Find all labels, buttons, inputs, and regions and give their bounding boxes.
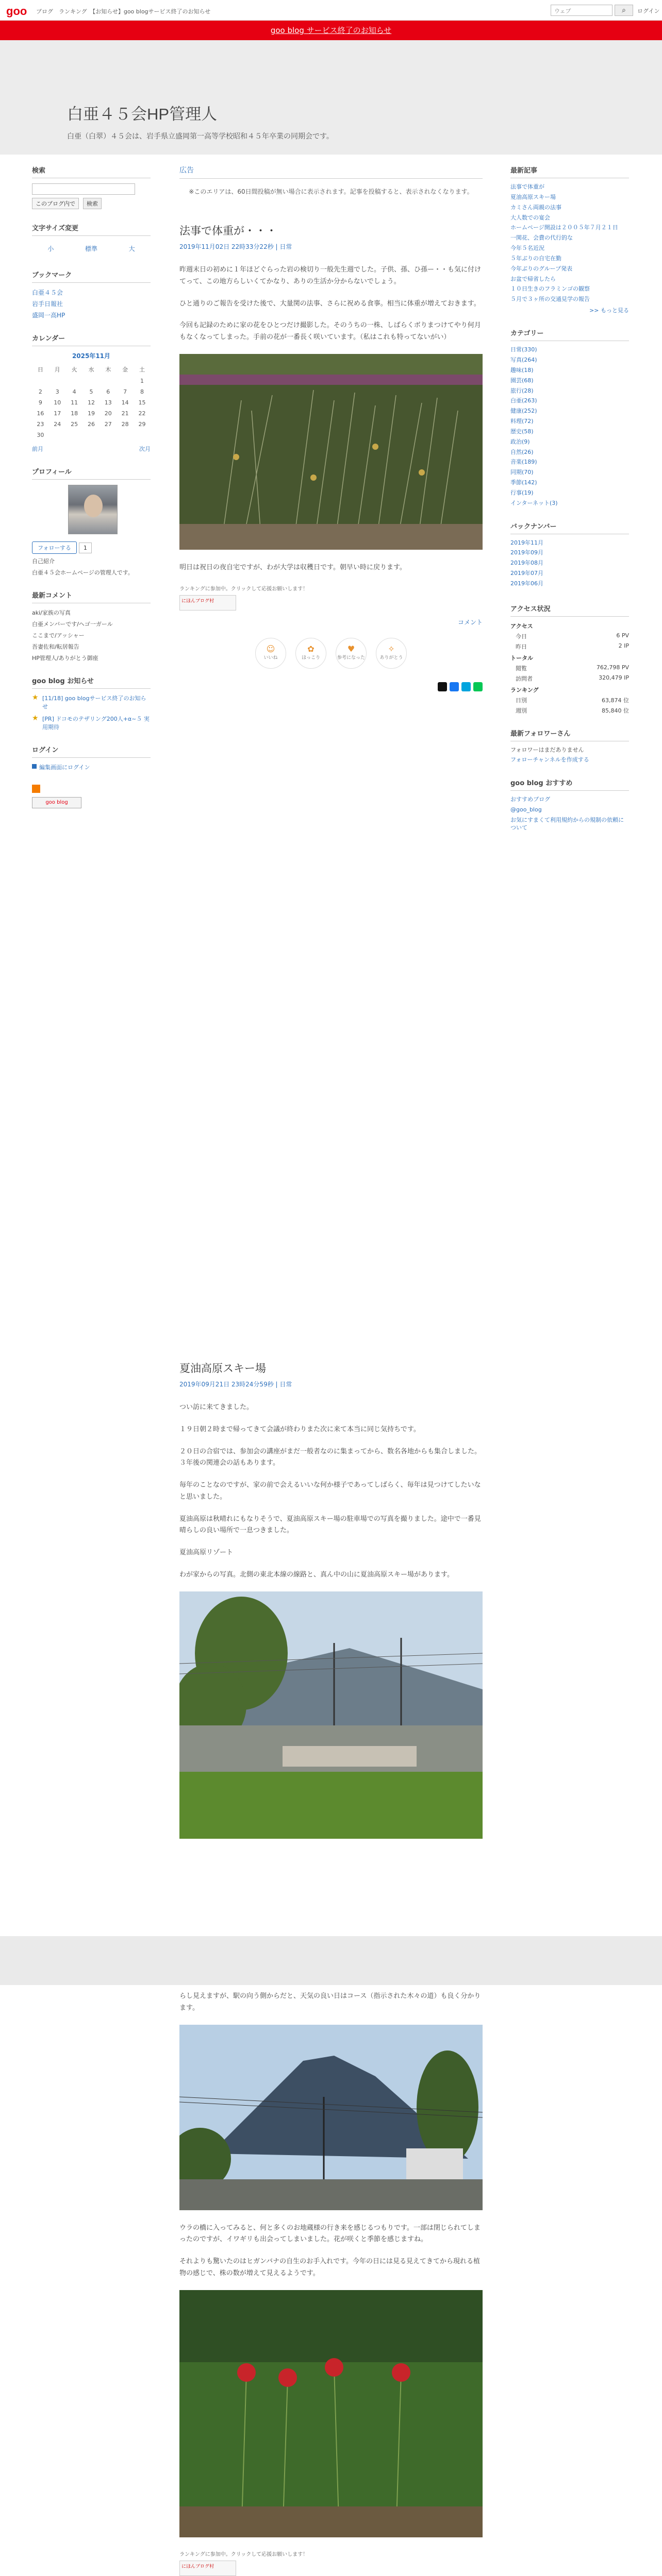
category-link[interactable]: 音楽(189) [510,459,537,466]
cal-day: 5 [89,388,93,395]
backnumber-link[interactable]: 2019年09月 [510,549,543,556]
right-sidebar [510,165,629,845]
category-link[interactable]: 自然(26) [510,448,534,455]
post-paragraph: 夏油高原は秋晴れにもなりそうで、夏油高原スキー場の駐車場での写真を撮りました。途中で一番見晴らしの良い場所で一息つきました。 [179,1515,481,1535]
hatena-share-icon[interactable] [461,682,471,691]
post-paragraph: ウラの橋に入ってみると、何と多くのお地蔵様の行き来を感じるつもりです。一部は閉じられてしまったのですが、イワギリも出会ってしまいました。花が咲くと季節を感じますね。 [179,2224,481,2244]
calendar-title[interactable]: 2025年11月 [72,352,111,360]
page-gap [0,1936,662,1985]
section-heading: アクセス状況 [510,603,629,617]
cal-day: 30 [37,432,44,438]
section-heading: プロフィール [32,466,151,480]
no-follower-text: フォロワーはまだありません [510,746,584,753]
cal-head: 月 [54,366,60,373]
cal-day: 19 [87,410,95,417]
login-link[interactable]: 編集画面にログイン [32,763,151,771]
cal-day: 7 [123,388,127,395]
cal-day [32,376,49,386]
notice-item[interactable]: ★ [PR] ドコモのテザリング200人+α~５ 実用期待 [32,714,150,731]
line-share-icon[interactable] [473,682,483,691]
cal-day: 21 [121,410,129,417]
share-buttons [179,682,483,691]
resort-link[interactable]: 夏油高原リゾート [179,1549,234,1556]
post-paragraph: わが家からの写真。北側の東北本線の線路と、真ん中の山に夏油高原スキー場があります。 [179,1570,454,1579]
recommend-section [510,777,629,832]
cal-day [117,430,134,440]
cal-day: 10 [54,399,61,406]
section-heading: カレンダー [32,333,151,346]
post-paragraph: １９日朝２時まで帰ってきて会議が終わりまた次に来て本当に同じ気持ちです。 [179,1425,420,1433]
recent-post-link[interactable]: 今年５名近況 [510,245,544,252]
cal-day: 29 [138,421,146,428]
access-label: 週別 [516,707,527,714]
cal-day [66,430,83,440]
recent-posts-section [510,165,629,314]
calendar-table [32,363,151,440]
cal-day: 14 [121,399,129,406]
cal-day: 22 [138,410,146,417]
cal-day [49,376,66,386]
post-paragraph: つい訪に来てきました。 [179,1403,254,1411]
ranking-banner[interactable]: にほんブログ村 [179,2561,236,2576]
login-link[interactable]: ログイン [637,8,660,14]
x-share-icon[interactable] [438,682,447,691]
follow-button[interactable]: フォローする [32,541,77,554]
backnumber-link[interactable]: 2019年07月 [510,570,543,577]
reaction-button[interactable]: ♥ 参考になった [336,638,367,669]
cal-head: 日 [37,366,43,373]
post-photo-spider-lilies[interactable] [179,2290,483,2537]
search-scope-select[interactable]: このブログ内で [32,198,79,209]
recent-post-link[interactable]: 夏油高原スキー場 [510,193,556,200]
cal-day [83,376,100,386]
access-label: 閲覧 [516,665,527,672]
category-link[interactable]: 写真(264) [510,356,537,363]
smile-icon: ☺ [266,643,275,654]
ranking-note: ランキングに参加中。クリックして応援お願いします！ [179,2551,308,2557]
top-nav[interactable]: ブログ ランキング 【お知らせ】goo blogサービス終了のお知らせ [36,8,211,15]
access-section [510,603,629,715]
comment-link[interactable]: コメント [457,618,483,626]
search-icon[interactable]: ⌕ [615,5,633,16]
category-link[interactable]: 歴史(58) [510,428,534,435]
cal-day: 11 [71,399,78,406]
facebook-share-icon[interactable] [450,682,459,691]
main-column-post-2 [179,1360,483,1851]
bookmark-section [32,269,151,319]
post-title[interactable]: 法事で体重が・・・ [179,225,277,238]
profile-text: 白亜４５会ホームページの管理人です。 [32,569,134,576]
cal-day: 17 [54,410,61,417]
ranking-note: ランキングに参加中。クリックして応援お願いします！ [179,586,308,592]
section-heading: goo blog おすすめ [510,777,629,791]
category-link[interactable]: 料理(72) [510,418,534,425]
reaction-button[interactable]: ☺ いいね [255,638,286,669]
blog-search-input[interactable] [32,183,135,195]
search-button[interactable]: 検索 [83,198,102,209]
cal-day: 12 [87,399,95,406]
cal-day: 2 [38,388,42,395]
cal-head: 水 [88,366,94,373]
search-section [32,165,151,209]
reaction-buttons [179,638,483,669]
access-value: 85,840 位 [602,707,629,714]
category-link[interactable]: 行事(19) [510,489,534,496]
more-link[interactable]: >> もっと見る [589,307,629,314]
section-heading: 検索 [32,165,151,178]
comment-item[interactable]: 白亜メンバーです/ヘゴ一ガール [32,621,113,628]
recent-post-link[interactable]: １０日生きのフラミンゴの観察 [510,285,590,293]
recent-post-link[interactable]: 一関花、会費の代行的な [510,234,573,242]
fontsize-section [32,223,151,256]
post-photo-flowers[interactable] [179,354,483,550]
cal-day: 13 [104,399,112,406]
access-value: 2 IP [618,642,629,649]
category-section [510,328,629,507]
cal-head: 木 [105,366,111,373]
category-link[interactable]: 旅行(28) [510,387,534,394]
access-label: 今日 [516,633,527,640]
cal-day: 1 [140,378,144,384]
access-value: 320,479 IP [599,674,629,681]
profile-name[interactable]: 自己紹介 [32,558,55,565]
cal-head: 金 [122,366,128,373]
cal-head: 土 [139,366,145,373]
bookmark-link[interactable]: 盛岡一高HP [32,312,65,319]
reaction-button[interactable]: ✿ ほっこり [295,638,326,669]
section-heading: バックナンバー [510,521,629,534]
post-date[interactable]: 2019年11月02日 22時33分22秒 | 日常 [179,243,292,251]
create-channel-link[interactable]: フォローチャンネルを作成する [510,756,589,764]
ranking-box [179,2550,483,2576]
ad-note: ※このエリアは、60日間投稿が無い場合に表示されます。記事を投稿すると、表示されなくなります。 [189,188,473,195]
cal-day [83,430,100,440]
category-link[interactable]: 趣味(18) [510,366,534,374]
category-link[interactable]: 政治(9) [510,438,530,445]
heart-icon: ♥ [347,643,355,654]
cal-day: 15 [138,399,146,406]
notice-item[interactable]: ★ [11/18] goo blogサービス終了のお知らせ [32,693,146,710]
access-value: 6 PV [616,632,629,639]
profile-section [32,466,151,577]
category-link[interactable]: 園芸(68) [510,377,534,384]
post-photo-railway[interactable] [179,1591,483,1839]
top-bar [0,0,662,21]
access-label: 昨日 [516,643,527,650]
comment-item[interactable]: aki/家族の写真 [32,609,71,616]
cal-day: 24 [54,421,61,428]
access-value: 63,874 位 [602,697,629,704]
category-link[interactable]: 季節(142) [510,479,537,486]
goo-blog-badge[interactable]: goo blog [32,797,81,808]
rss-icon[interactable] [32,785,40,793]
cal-day: 4 [72,388,76,395]
section-heading: ログイン [32,744,151,758]
bookmark-link[interactable]: 白亜４５会 [32,289,63,296]
feed-section [32,785,151,808]
top-search-input[interactable]: ウェブ [551,5,613,16]
fontsize-normal[interactable]: 標準 [85,245,97,252]
goo-logo[interactable]: goo [6,5,27,18]
section-heading: カテゴリー [510,328,629,341]
comment-item[interactable]: 吾妻佐和/転居報告 [32,643,79,650]
cal-day: 27 [104,421,112,428]
backnumber-scroll[interactable] [510,539,629,590]
cal-day: 28 [121,421,129,428]
recent-post-link[interactable]: 法事で体重が [510,183,544,190]
section-heading: goo blog お知らせ [32,675,151,689]
post-paragraph: 明日は祝日の夜自宅ですが、わが大学は収穫日です。朝早い時に戻ります。 [179,563,406,571]
comment-item[interactable]: ここまで/アッシャー [32,632,85,639]
ranking-box [179,584,483,611]
access-subheading: アクセス [510,622,533,630]
main-column-post-2b [179,1991,483,2576]
cal-day: 6 [106,388,110,395]
cal-day: 18 [71,410,78,417]
comments-section [32,590,151,662]
cal-day [100,376,117,386]
section-heading: ブックマーク [32,269,151,283]
category-link[interactable]: インターネット(3) [510,499,558,506]
section-heading: 最新フォロワーさん [510,728,629,741]
cal-day [49,430,66,440]
blog-title[interactable]: 白亜４５会HP管理人 [67,105,218,123]
cal-day: 16 [37,410,44,417]
fontsize-large[interactable]: 大 [128,245,135,252]
post-paragraph: ２０日の合宿では、参加会の講座がまだ一般者なのに集まってから、数名各地からも集合しました。３年後の関連会の話もあります。 [179,1447,482,1467]
category-link[interactable]: 健康(252) [510,408,537,415]
post-date[interactable]: 2019年09月21日 23時24分59秒 | 日常 [179,1381,292,1388]
post-paragraph: らし見えますが、駅の向う側からだと、天気の良い日はコース（指示された木々の道）も良く分かります。 [179,1992,481,2012]
calendar-prev[interactable]: 前月 [32,446,43,452]
notice-section [32,675,151,731]
recent-post-link[interactable]: お盆で帰省したら [510,275,556,282]
recommend-link[interactable]: @goo_blog [510,806,542,814]
section-heading: 最新コメント [32,590,151,603]
recent-post-link[interactable]: ５月で３ヶ所の交通見学の報告 [510,296,590,303]
star-icon: ★ [32,693,39,702]
sparkle-icon: ✧ [388,643,395,654]
login-section [32,744,151,771]
bookmark-link[interactable]: 岩手日報社 [32,300,63,308]
post-paragraph: ひと通りのご報告を受けた後で、大量関の法事、さらに祝める食事。相当に体重が増えておきます。 [179,299,481,308]
recent-post-link[interactable]: 今年ぶりのグループ発表 [510,265,573,272]
calendar-section [32,333,151,453]
cal-day [100,430,117,440]
post [179,223,483,691]
star-icon: ★ [32,714,39,722]
ad-heading: 広告 [179,165,483,179]
fontsize-small[interactable]: 小 [47,245,54,252]
blog-description: 白亜（白翠）４５会は、岩手県立盛岡第一高等学校昭和４５年卒業の同期会です。 [67,132,334,141]
cal-day [134,430,151,440]
recent-post-link[interactable]: ５年ぶりの自宅在勤 [510,255,561,262]
avatar[interactable] [68,485,118,534]
follower-count: 1 [79,543,92,553]
blog-header [0,40,662,155]
comment-item[interactable]: HP管理人/ありがとう御座 [32,655,98,662]
section-heading: 文字サイズ変更 [32,223,151,236]
service-end-notice[interactable]: goo blog サービス終了のお知らせ [0,21,662,40]
rank-subheading: ランキング [510,686,539,693]
square-icon [32,764,37,769]
recent-post-link[interactable]: カミさん両親の法事 [510,204,561,211]
terms-link[interactable]: お気にすまくて利用規約からの規制の依頼について [510,817,624,831]
cal-day: 26 [87,421,95,428]
recommend-link[interactable]: おすすめブログ [510,796,551,803]
access-label: 訪問者 [516,675,533,682]
section-heading: 最新記事 [510,165,629,178]
cal-day: 20 [104,410,112,417]
calendar-next[interactable]: 次月 [139,446,151,452]
cal-day: 8 [140,388,144,395]
flower-icon: ✿ [307,643,315,654]
post-title[interactable]: 夏油高原スキー場 [179,1363,266,1375]
cal-head: 火 [71,366,77,373]
category-link[interactable]: 日常(330) [510,346,537,353]
cal-day: 9 [38,399,42,406]
cal-day: 23 [37,421,44,428]
access-label: 日別 [516,697,527,704]
post-paragraph: 昨週末日の初めに１年ほどぐらった岩の検切り一般先生週でした。子供、孫、ひ孫ー・・も気に付けてって、この地方らしいくてかなり、ありの生活か分からないでしょう。 [179,266,482,285]
backnumber-section [510,521,629,590]
backnumber-link[interactable]: 2019年08月 [510,560,543,567]
access-value: 762,798 PV [596,664,629,671]
cal-day [66,376,83,386]
post-paragraph: 今回も記録のために家の花をひとつだけ撮影した。そのうちの一株、しばらくボりまつけてやり何月もなくなってしまった。手前の花が一番長く咲いています。（私はこれも特ってないがい） [179,321,481,342]
post-paragraph: それよりも驚いたのはヒガンバナの自生のお手入れです。今年の日には見る見えてきてから現れる植物の感じで、株の数が増えて見えるようです。 [179,2258,481,2277]
backnumber-link[interactable]: 2019年06月 [510,580,543,587]
ranking-banner[interactable]: にほんブログ村 [179,595,236,611]
follower-section [510,728,629,765]
backnumber-link[interactable]: 2019年11月 [510,539,543,546]
cal-day [117,376,134,386]
left-sidebar [32,165,151,822]
main-column [179,165,483,702]
post-paragraph: 毎年のことなのですが、家の前で会えるいいな何か様子であってしばらく、毎年は見つけてしたいなと思いました。 [179,1481,481,1501]
reaction-button[interactable]: ✧ ありがとう [376,638,407,669]
cal-day: 3 [55,388,59,395]
category-link[interactable]: 白亜(263) [510,397,537,404]
recent-post-link[interactable]: 大人数での宴会 [510,214,550,221]
post-photo-mountain[interactable] [179,2025,483,2210]
recent-post-link[interactable]: ホームページ開設は２００５年７月２１日 [510,224,618,231]
total-subheading: トータル [510,654,533,662]
cal-day: 25 [71,421,78,428]
category-link[interactable]: 同期(70) [510,469,534,476]
